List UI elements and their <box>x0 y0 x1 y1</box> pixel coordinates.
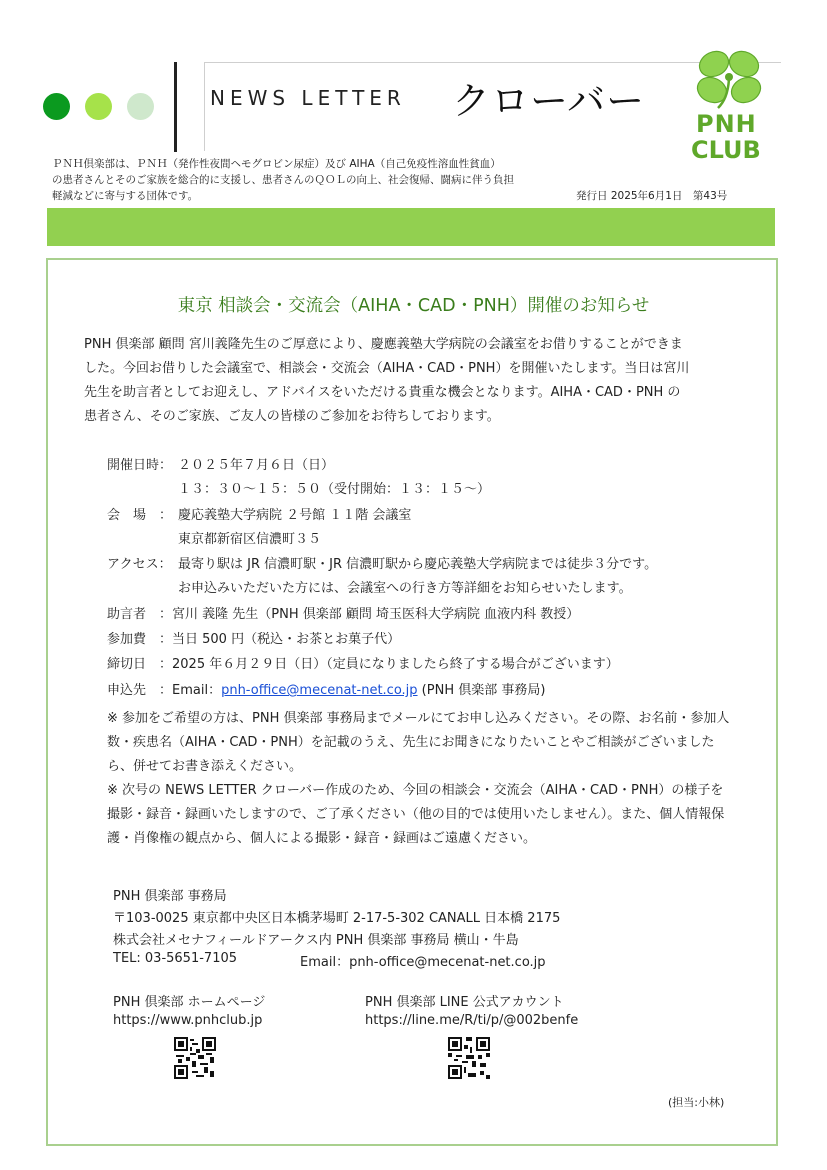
office-email[interactable]: Email：pnh-office@mecenat-net.co.jp <box>300 955 546 970</box>
person-in-charge: (担当:小林) <box>668 1096 725 1109</box>
intro-line: ＰＮＨ倶楽部は、ＰＮＨ（発作性夜間ヘモグロビン尿症）及び AIHA（自己免疫性溶血性貧血） <box>52 158 501 170</box>
homepage-qr-code-icon[interactable] <box>174 1037 216 1079</box>
apply-email-link[interactable]: pnh-office@mecenat-net.co.jp <box>221 683 418 698</box>
access-note: お申込みいただいた方には、会議室への行き方等詳細をお知らせいたします。 <box>178 581 632 596</box>
logo-club-text: CLUB <box>691 136 761 164</box>
intro-line: 軽減などに寄与する団体です。 <box>52 190 199 202</box>
article-notes <box>107 707 731 851</box>
article-title: 東京 相談会・交流会（AIHA・CAD・PNH）開催のお知らせ <box>177 296 650 316</box>
article-intro-line: PNH 倶楽部 顧問 宮川義隆先生のご厚意により、慶應義塾大学病院の会議室をお借りすることができま <box>84 337 683 352</box>
note-apply: ※ 参加をご希望の方は、PNH 倶楽部 事務局までメールにてお申し込みください。その際、お名前・参加人数・疾患名（AIHA・CAD・PNH）を記載のうえ、先生にお聞きになりたいことやご相談がございましたら、併せてお書き添えください。 <box>107 711 730 774</box>
time-value: １３：３０～１５：５０（受付開始：１３：１５～） <box>178 482 491 497</box>
deadline-label: 締切日 ： <box>107 657 173 672</box>
apply-value <box>172 679 545 703</box>
venue-value: 慶応義塾大学病院 ２号館 １１階 会議室 <box>178 508 412 523</box>
article-intro <box>84 333 744 429</box>
logo-pnh-text: PNH <box>696 110 757 138</box>
green-banner <box>47 208 775 246</box>
newsletter-name: クローバー <box>452 79 646 123</box>
date-value: ２０２５年７月６日（日） <box>178 458 335 473</box>
note-recording: ※ 次号の NEWS LETTER クローバー作成のため、今回の相談会・交流会（AIHA・CAD・PNH）の様子を撮影・録音・録画いたしますので、ご了承ください（他の目的では使用いたしません）。また、個人情報保護・肖像権の観点から、個人による撮影・録音・録画はご遠慮ください。 <box>107 783 725 846</box>
fee-label: 参加費 ： <box>107 632 173 647</box>
line-qr-code-icon[interactable] <box>448 1037 490 1079</box>
line-label: PNH 倶楽部 LINE 公式アカウント <box>365 995 564 1010</box>
office-company: 株式会社メセナフィールドアークス内 PNH 倶楽部 事務局 横山・牛島 <box>113 933 519 948</box>
venue-label: 会 場 ： <box>107 508 173 523</box>
office-name: PNH 倶楽部 事務局 <box>113 889 227 904</box>
header-dot-dark-green <box>43 93 70 120</box>
line-url[interactable]: https://line.me/R/ti/p/@002benfe <box>365 1013 579 1028</box>
access-label: アクセス： <box>107 557 172 572</box>
venue-address: 東京都新宿区信濃町３５ <box>178 532 322 547</box>
article-intro-line: した。今回お借りした会議室で、相談会・交流会（AIHA・CAD・PNH）を開催いたします。当日は宮川 <box>84 361 690 376</box>
office-tel: TEL: 03-5651-7105 <box>113 951 238 966</box>
advisor-value: 宮川 義隆 先生（PNH 倶楽部 顧問 埼玉医科大学病院 血液内科 教授） <box>172 607 580 622</box>
header-dot-light-green <box>85 93 112 120</box>
apply-suffix: (PNH 倶楽部 事務局) <box>417 683 546 698</box>
office-address: 〒103-0025 東京都中央区日本橋茅場町 2-17-5-302 CANALL 日本橋 2175 <box>113 911 561 926</box>
fee-value: 当日 500 円（税込・お茶とお菓子代） <box>172 632 401 647</box>
header-divider <box>174 62 177 152</box>
intro-line: の患者さんとそのご家族を総合的に支援し、患者さんのＱＯＬの向上、社会復帰、闘病に伴う負担 <box>52 174 514 186</box>
article-intro-line: 患者さん、そのご家族、ご友人の皆様のご参加をお待ちしております。 <box>84 409 500 424</box>
header-dot-pale-green <box>127 93 154 120</box>
organization-intro <box>52 156 514 204</box>
homepage-url[interactable]: https://www.pnhclub.jp <box>113 1013 263 1028</box>
date-label: 開催日時： <box>107 458 173 473</box>
deadline-value: 2025 年６月２９日（日）（定員になりましたら終了する場合がございます） <box>172 657 619 672</box>
apply-prefix: Email： <box>172 683 222 698</box>
access-value: 最寄り駅は JR 信濃町駅・JR 信濃町駅から慶応義塾大学病院までは徒歩３分です。 <box>178 557 658 572</box>
newsletter-label: NEWS LETTER <box>210 86 406 110</box>
article-intro-line: 先生を助言者としてお迎えし、アドバイスをいただける貴重な機会となります。AIHA・CAD・PNH の <box>84 385 681 400</box>
advisor-label: 助言者 ： <box>107 607 173 622</box>
issue-info: 発行日 2025年6月1日 第43号 <box>576 190 728 202</box>
homepage-label: PNH 倶楽部 ホームページ <box>113 995 266 1010</box>
apply-label: 申込先 ： <box>107 683 173 698</box>
